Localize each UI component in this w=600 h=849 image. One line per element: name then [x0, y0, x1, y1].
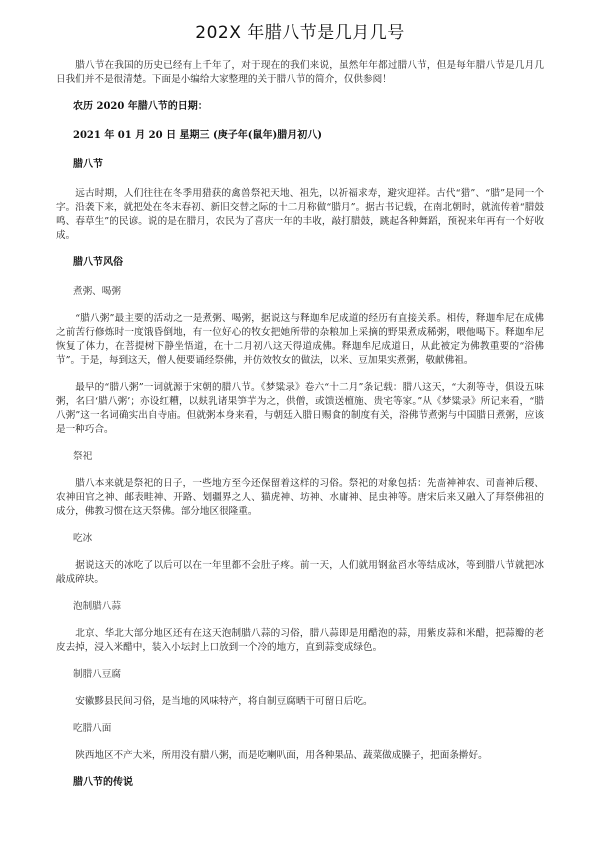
intro-paragraph: 腊八节在我国的历史已经有上千年了，对于现在的我们来说，虽然年年都过腊八节，但是每年腊八节是几月几日我们并不是很清楚。下面是小编给大家整理的关于腊八节的简介，仅供参阅！ — [56, 60, 544, 85]
section-heading-laba: 腊八节 — [73, 159, 103, 170]
custom-paragraph: 陕西地区不产大米，所用没有腊八粥，而是吃喇叭面，用各种果品、蔬菜做成臊子，把面条擀好。 — [75, 750, 488, 761]
custom-paragraph: “腊八粥”最主要的活动之一是煮粥、喝粥，据说这与释迦牟尼成道的经历有直接关系。相传，释迦牟尼在成佛之前苦行修炼时一度饿昏倒地，有一位好心的牧女把她所带的杂粮加上采摘的野果煮成稀粥，喂他喝下。释迦牟尼恢复了体力，在菩提树下静坐悟道，在十二月初八这天得道成佛。释迦牟尼成道日，从此被定为佛教重要的“浴佛节”。于是，每到这天，僧人便要诵经祭佛，并仿效牧女的做法，以米、豆加果实煮粥，敬献佛祖。 — [56, 313, 544, 366]
section-paragraph-laba: 远古时期，人们往往在冬季用猎获的禽兽祭祀天地、祖先，以祈福求寿，避灾迎祥。古代“猎”、“腊”是同一个字。沿袭下来，就把处在冬末春初、新旧交替之际的十二月称做“腊月”。据古书记载，在南北朝时，就流传着“腊鼓鸣、春草生”的民谚。说的是在腊月，农民为了喜庆一年的丰收，敲打腊鼓，跳起各种舞蹈，预祝来年再有一个好收成。 — [56, 188, 544, 241]
custom-title-sacrifice: 祭祀 — [73, 451, 93, 462]
section-heading-customs: 腊八节风俗 — [73, 257, 123, 268]
custom-paragraph: 据说这天的冰吃了以后可以在一年里都不会肚子疼。前一天，人们就用钢盆舀水等结成冰，等到腊八节就把冰敲成碎块。 — [56, 560, 544, 585]
custom-paragraph: 最早的“腊八粥”一词就源于宋朝的腊八节。《梦粱录》卷六“十二月”条记载：腊八这天，“大刹等寺，俱设五味粥，名曰‘腊八粥’；亦设红糟，以麸乳诸果笋芋为之，供僧，或馈送檀施、贵宅等家。”从《梦粱录》所记来看，“腊八粥”这一名词确实出自寺庙。但就粥本身来看，与朝廷入腊日赐食的制度有关，浴佛节煮粥与中国腊日煮粥，应该是一种巧合。 — [56, 382, 544, 435]
custom-title-noodles: 吃腊八面 — [73, 723, 112, 734]
custom-title-garlic: 泡制腊八蒜 — [73, 601, 121, 612]
date-line: 2021 年 01 月 20 日 星期三 (庚子年(鼠年)腊月初八) — [73, 130, 322, 141]
lunar-date-heading: 农历 2020 年腊八节的日期： — [73, 101, 208, 112]
custom-paragraph: 安徽黟县民间习俗，是当地的风味特产，将自制豆腐晒干可留日后吃。 — [75, 696, 373, 707]
custom-title-ice: 吃冰 — [73, 533, 93, 544]
section-heading-legend: 腊八节的传说 — [73, 777, 133, 788]
custom-title-tofu: 制腊八豆腐 — [73, 669, 121, 680]
page-title: 202X 年腊八节是几月几号 — [195, 23, 405, 43]
custom-paragraph: 腊八本来就是祭祀的日子，一些地方至今还保留着这样的习俗。祭祀的对象包括：先啬神神农、司啬神后稷、农神田官之神、邮表畦神、开路、划疆界之人、猫虎神、坊神、水庸神、昆虫神等。唐宋后来又融入了拜祭佛祖的成分，佛教习惯在这天祭佛。部分地区很隆重。 — [56, 478, 544, 517]
custom-title-porridge: 煮粥、喝粥 — [73, 286, 121, 297]
custom-paragraph: 北京、华北大部分地区还有在这天泡制腊八蒜的习俗，腊八蒜即是用醋泡的蒜，用紫皮蒜和米醋，把蒜瓣的老皮去掉，浸入米醋中，装入小坛封上口放到一个冷的地方，直到蒜变成绿色。 — [56, 628, 544, 653]
